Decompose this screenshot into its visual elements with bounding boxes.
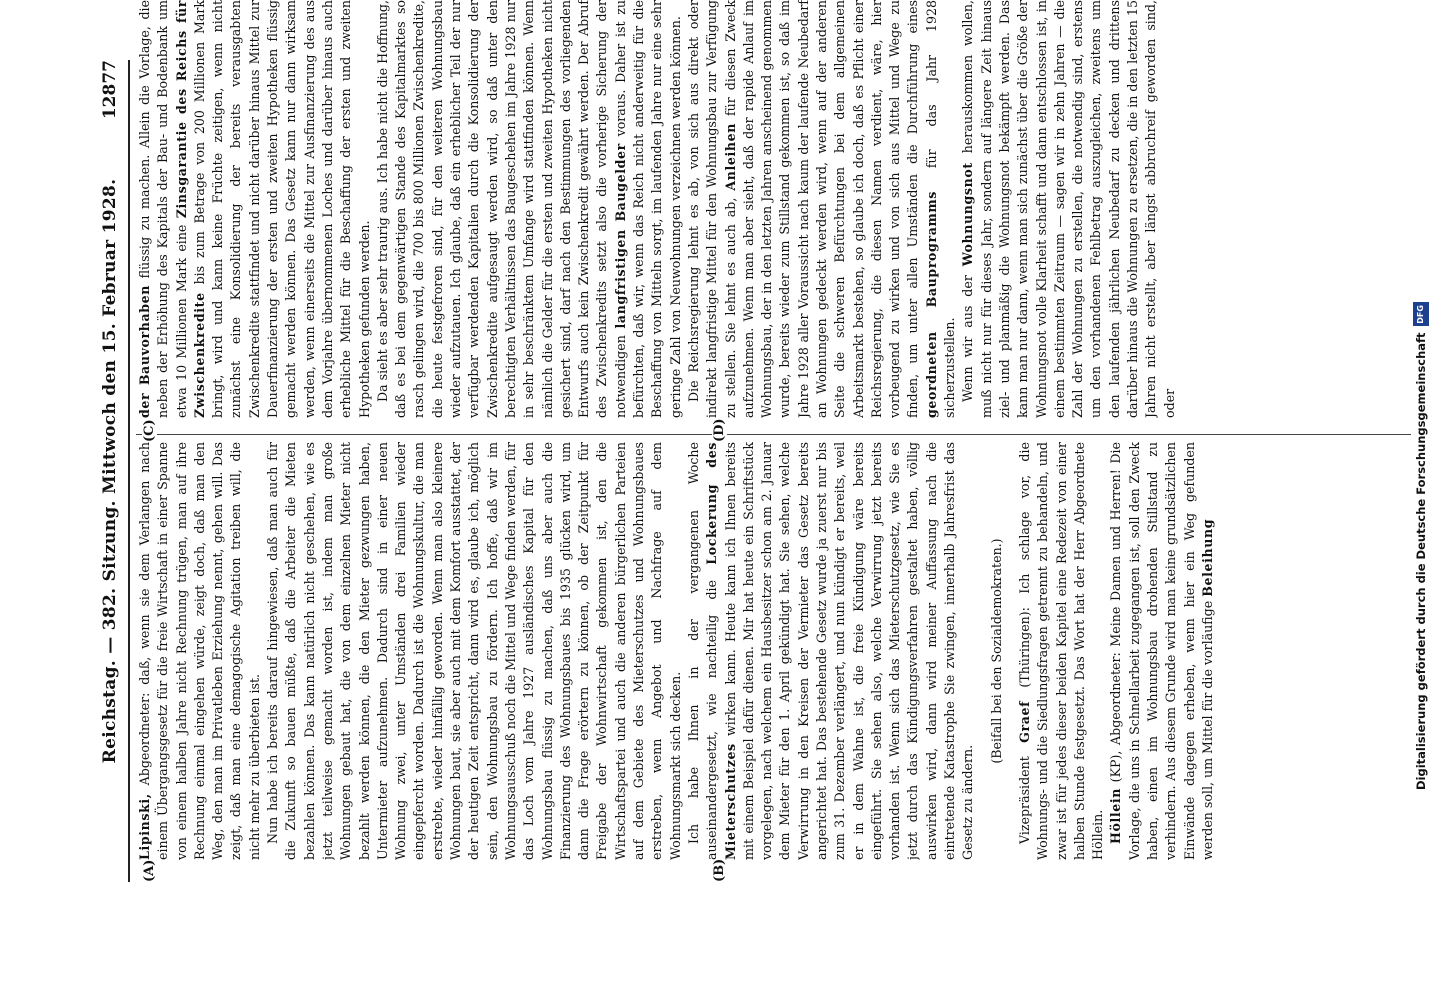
speaker-name: Graef <box>1016 700 1032 743</box>
emphasis: der Bauvorhaben <box>137 284 152 418</box>
emphasis: Zinsgarantie des Reichs für Zwischenkredite <box>173 0 207 418</box>
margin-marker-c: (C) <box>142 419 157 442</box>
paragraph-text: Da sieht es aber sehr traurig aus. Ich habe nicht die Hoffnung, daß es bei dem gegenwärtigen Stande des Kapitalmarktes so rasch gelingen wird, die 700 bis 800 Millionen Zwischenkredite, die heute festgefroren sind, für den weiteren Wohnungsbau wieder aufzutauen. Ich glaube, daß ein erheblicher Teil der nur verfügbar werdenden Kapitalien durch die Konsolidierung der Zwischenkredite aufgesaugt werden wird, so daß unter den berechtigten Verhältnissen das Baugeschehen im Jahre 1928 nur in sehr beschränktem Umfange wird stattfinden können. Wenn nämlich die Gelder für die ersten und zweiten Hypotheken nicht gesichert sind, darf nach den Bestimmungen des vorliegenden Entwurfs auch kein Zwischenkredit gewährt werden. Der Abruf des Zwischenkredits setzt also die vorherige Sicherung der notwendigen <box>374 0 628 418</box>
paragraph-text: wirken kann. Heute kann ich Ihnen bereits mit einem Beispiel dafür dienen. Mir hat heute ein Schriftstück vorgelegen, nach welchem ein Hausbesitzer schon am 2. Januar dem Mieter für den 1. April gekündigt hat. Sie sehen, welche Verwirrung in den Kreisen der Vermieter das Gesetz bereits angerichtet hat. Das bestehende Gesetz wurde ja zuerst nur bis zum 31. Dezember verlängert, und nun kündigt er bereits, weil er in dem Wahne ist, die freie Kündigung wäre bereits eingeführt. Sie sehen also, welche Verwirrung jetzt bereits vorhanden ist. Wenn sich das Mieterschutzgesetz, wie Sie es jetzt durch das Kündigungsverfahren gestaltet haben, völlig auswirken wird, dann wird meiner Auffassung nach die eintretende Katastrophe Sie zwingen, innerhalb Jahresfrist das Gesetz zu ändern. <box>722 442 976 860</box>
margin-marker-a: (A) <box>142 859 157 882</box>
right-column <box>136 0 1406 418</box>
speaker-name: Höllein <box>1108 787 1124 844</box>
paragraph-text: für das Jahr 1928 sicherzustellen. <box>923 0 958 418</box>
digitization-credit <box>1410 10 1432 790</box>
margin-marker-b: (B) <box>712 858 727 882</box>
paragraph-text: flüssig zu machen. Allein die Vorlage, die neben der Erhöhung des Kapitals der Bau- und Bodenbank um etwa 10 Millionen Mark eine <box>137 0 189 418</box>
left-column <box>136 442 1406 860</box>
credit-text: Digitalisierung gefördert durch die Deutsche Forschungsgemeinschaft <box>1414 332 1428 790</box>
header-rule <box>128 60 130 882</box>
paragraph <box>136 0 374 418</box>
page-number: 12877 <box>100 60 120 120</box>
paragraph-text: für diesen Zweck aufzunehmen. Wenn man aber sieht, daß der rapide Anlauf im Wohnungsbau, der in den letzten Jahren anscheinend genommen wurde, bereits wieder zum Stillstand gekommen ist, so daß im Jahre 1928 aller Voraussicht nach kaum der laufende Neubedarf an Wohnungen gedeckt werden wird, wenn auf der anderen Seite die schweren Befürchtungen bei dem allgemeinen Arbeitsmarkt bestehen, so glaube ich doch, daß es Pflicht einer Reichsregierung, die diesen Namen verdient, wäre, hier vorbeugend zu wirken und von sich aus Mittel und Wege zu finden, um unter allen Umständen die Durchführung eines <box>722 0 921 418</box>
paragraph-text: (KP), Abgeordneter: Meine Damen und Herren! Die Vorlage, die uns in Schnellarbeit zugegangen ist, soll den Zweck haben, einen im Wohnungsbau drohenden Stillstand zu verhindern. Aus diesem Grunde wird man keine grundsätzlichen Einwände dagegen erheben, wenn hier ein Weg gefunden werden soll, um Mittel für die vorläufige <box>1108 442 1215 860</box>
paragraph-text: Ich habe Ihnen in der vergangenen Woche auseinandergesetzt, wie nachteilig die <box>685 442 720 860</box>
paragraph-text: Vizepräsident <box>1016 756 1032 844</box>
emphasis: Anleihen <box>722 123 738 191</box>
dfg-logo: DFG <box>1413 302 1429 326</box>
emphasis: langfristigen Baugelder <box>612 143 628 329</box>
paragraph <box>959 0 1179 418</box>
margin-marker-d: (D) <box>712 418 727 442</box>
paragraph-text: Die Reichsregierung lehnt es ab, von sich aus direkt oder indirekt langfristige Mittel für den Wohnungsbau zur Verfügung zu stellen. Sie lehnt es auch ab, <box>685 0 738 418</box>
emphasis: Wohnungsnot <box>960 162 976 267</box>
emphasis: geordneten Bauprogramms <box>923 191 939 418</box>
paragraph-text: (Thüringen): Ich schlage vor, die Wohnungs- und die Siedlungsfragen getrennt zu behandeln, und zwar ist für jedes dieser beiden Kapitel eine Redezeit von einer halben Stunde festgesetzt. Das Wort hat der Herr Abgeordnete Höllein. <box>1016 442 1106 860</box>
emphasis: Beleihung <box>1199 518 1215 597</box>
paragraph-text: Wenn wir aus der <box>960 275 976 402</box>
speaker-name: Lipinski, <box>137 793 152 860</box>
emphasis: Lockerung des Mieterschutzes <box>704 442 738 860</box>
paragraph-text: voraus. Daher ist zu befürchten, daß wir, wenn das Reich nicht anderweitig für die Beschaffung von Mitteln sorgt, im laufenden Jahre nur eine sehr geringe Zahl von Neuwohnungen verzeichnen werden können. <box>612 0 683 418</box>
paragraph-text: bis zum Betrage von 200 Millionen Mark bringt, wird und kann keine Früchte zeitigen, wenn nicht zunächst eine Konsolidierung der bereits verausgabten Zwischenkredite stattfindet und nicht darüber hinaus Mittel zur Dauerfinanzierung der ersten und zweiten Hypotheken flüssig gemacht werden können. Das Gesetz kann nur dann wirksam werden, wenn einerseits die Mittel zur Ausfinanzierung des aus dem Vorjahre übernommenen Loches und darüber hinaus auch erhebliche Mittel für die Beschaffung der ersten und zweiten Hypotheken gefunden werden. <box>191 0 372 418</box>
paragraph <box>1107 442 1217 860</box>
paragraph <box>685 442 978 860</box>
column-divider <box>136 434 1411 435</box>
paragraph <box>1016 442 1107 860</box>
paragraph <box>374 0 685 418</box>
paragraph: Nun habe ich bereits darauf hingewiesen, daß man auch für die Zukunft so bauen müßte, daß die Arbeiter die Mieten bezahlen können. Das kann natürlich nicht geschehen, wie es jetzt teilweise gemacht worden ist, indem man große Wohnungen gebaut hat, die von dem einzelnen Mieter nicht bezahlt werden können, die den Mieter gezwungen haben, Untermieter aufzunehmen. Dadurch sind in einer neuen Wohnung zwei, unter Umständen drei Familien wieder eingepfercht worden. Dadurch ist die Wohnungskultur, die man erstrebte, wieder hinfällig geworden. Wenn man also kleinere Wohnungen baut, sie aber auch mit dem Komfort ausstattet, der der heutigen Zeit entspricht, dann wird es, glaube ich, möglich sein, den Wohnungsbau zu fördern. Ich hoffe, daß wir im Wohnungsausschuß noch die Mittel und Wege finden werden, für das Loch vom Jahre 1927 ausländisches Kapital für den Wohnungsbau flüssig zu machen, daß uns aber auch die Finanzierung des Wohnungsbaues bis 1935 glücken wird, um dann die Frage erörtern zu können, ob der Zeitpunkt für Freigabe der Wohnwirtschaft gekommen ist, den die Wirtschaftspartei und auch die anderen bürgerlichen Parteien auf dem Gebiete des Mieterschutzes und Wohnungsbaues erstreben, wenn Angebot und Nachfrage auf dem Wohnungsmarkt sich decken. <box>265 442 683 860</box>
paragraph-text: daß, wenn sie dem Verlangen nach einem Übergangsgesetz für die freie Wirtschaft in einer Spanne von einem halben Jahre nicht Rechnung trügen, man auf ihre Rechnung einmal eingehen würde, zeigt doch, daß man den Weg, den man im Privatleben Erziehung nennt, gehen will. Das zeigt, daß man eine demagogische Agitation treiben will, die nicht mehr zu überbieten ist. <box>137 442 262 860</box>
paragraph <box>685 0 959 418</box>
header-title: Reichstag. — 382. Sitzung. Mittwoch den 15. Februar 1928. <box>100 178 120 764</box>
paragraph-text: herauskommen wollen, muß nicht nur für dieses Jahr, sondern auf längere Zeit hinaus ziel- und planmäßig die Wohnungsnot bekämpft werden. Das kann man nur dann, wenn man sich zunächst über die Größe der Wohnungsnot volle Klarheit schafft und dann entschlossen ist, in einem bestimmten Zeitraum — sagen wir in zehn Jahren — die Zahl der Wohnungen zu erstellen, die notwendig sind, erstens um den vorhandenen Fehlbetrag auszugleichen, zweitens um den laufenden jährlichen Neubedarf zu decken und drittens darüber hinaus die Wohnungen zu ersetzen, die in den letzten 15 Jahren nicht erstellt, aber längst abbruchreif geworden sind, oder <box>960 0 1177 418</box>
paragraph <box>136 442 264 860</box>
speaker-role: Abgeordneter: <box>137 692 152 786</box>
applause-note: (Beifall bei den Sozialdemokraten.) <box>988 538 1004 764</box>
